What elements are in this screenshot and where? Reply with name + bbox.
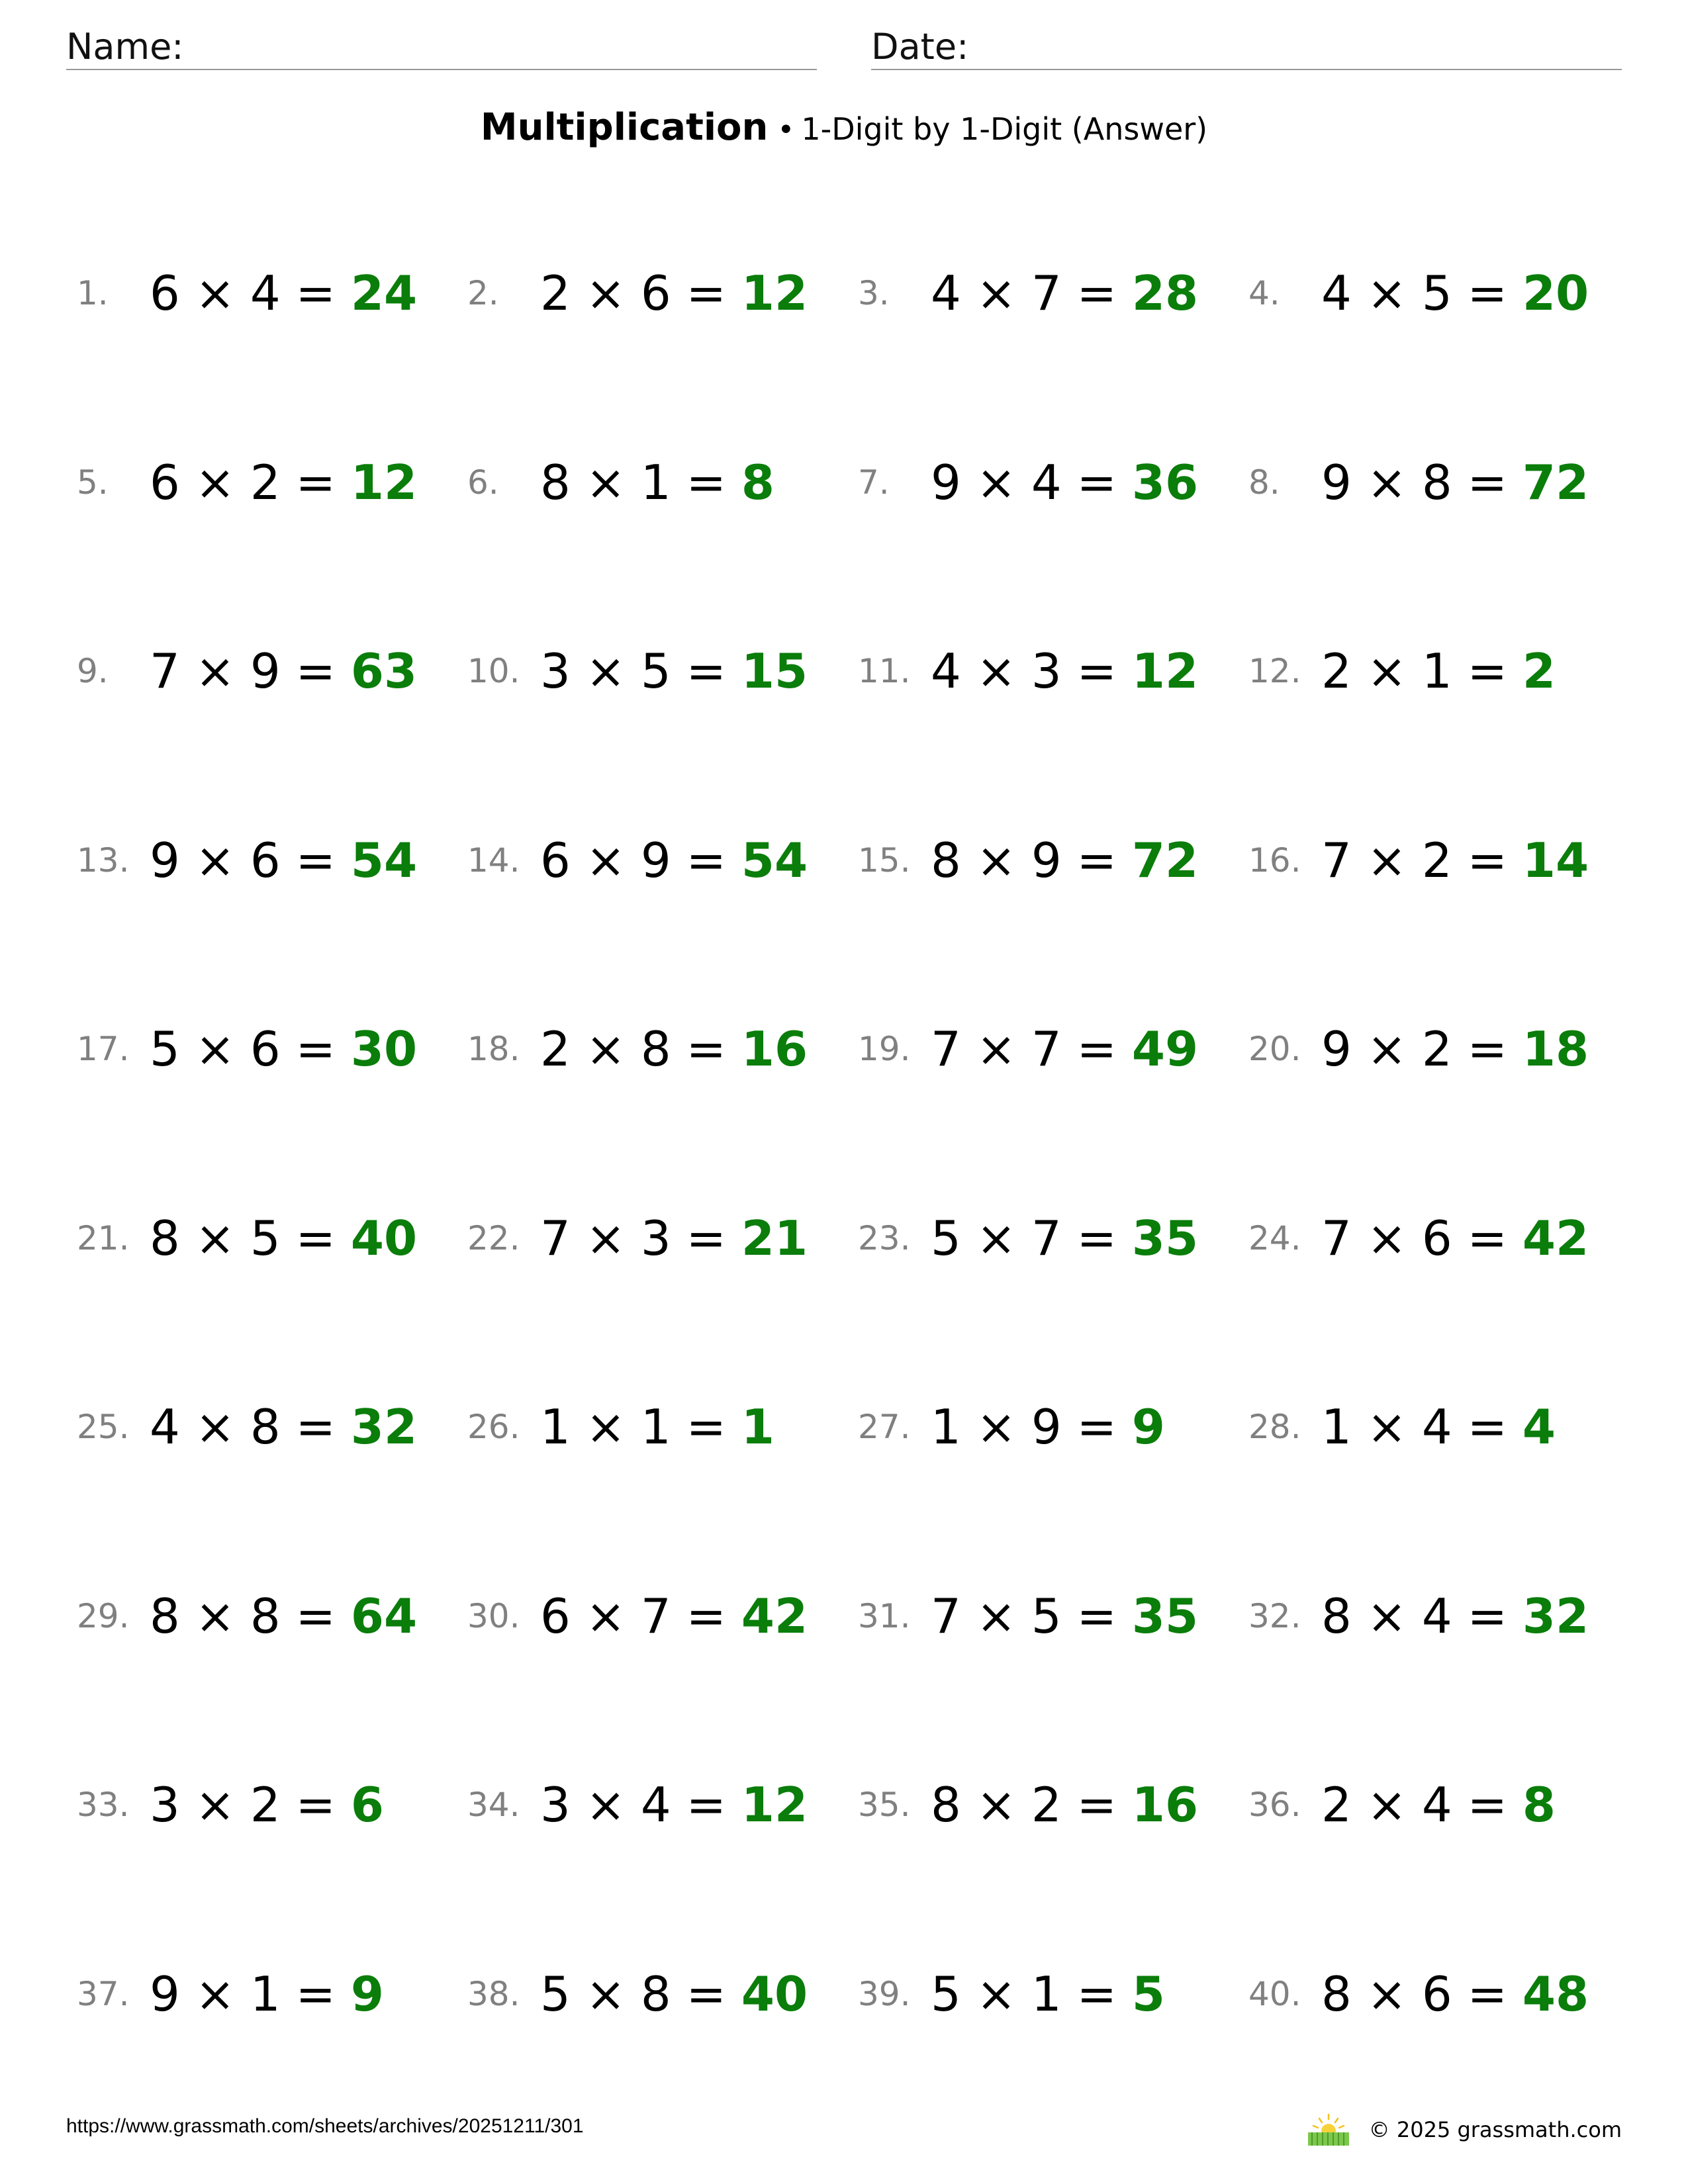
times-sign: ×: [1366, 1399, 1407, 1455]
problem-number: 18.: [467, 1030, 520, 1068]
operand-b: 3: [1031, 643, 1062, 699]
times-sign: ×: [976, 1021, 1017, 1077]
problem-expression: [540, 1009, 808, 1089]
answer: 1: [741, 1399, 774, 1455]
equals-sign: =: [295, 265, 336, 321]
equals-sign: =: [295, 1777, 336, 1833]
problem-number: 39.: [858, 1975, 911, 2013]
answer: 42: [741, 1588, 808, 1644]
operand-a: 9: [1321, 1021, 1352, 1077]
problem-expression: [150, 1765, 384, 1844]
problem-number: 37.: [77, 1975, 130, 2013]
name-label: Name:: [66, 26, 184, 68]
equals-sign: =: [1076, 1021, 1117, 1077]
operand-a: 9: [150, 1966, 180, 2022]
problem-expression: [931, 1765, 1198, 1844]
problem-expression: [931, 1009, 1198, 1089]
equals-sign: =: [1467, 1210, 1507, 1266]
problem-expression: [1321, 1009, 1589, 1089]
equals-sign: =: [1467, 1777, 1507, 1833]
operand-b: 1: [1031, 1966, 1062, 2022]
operand-b: 9: [1031, 833, 1062, 888]
operand-a: 1: [931, 1399, 961, 1455]
problem-expression: [1321, 253, 1589, 333]
equals-sign: =: [1076, 455, 1117, 510]
answer: 32: [350, 1399, 418, 1455]
operand-a: 8: [540, 455, 571, 510]
answer: 12: [741, 265, 808, 321]
operand-b: 2: [1421, 1021, 1452, 1077]
problem-expression: [931, 443, 1198, 522]
problem-expression: [540, 253, 808, 333]
equals-sign: =: [686, 1588, 726, 1644]
equals-sign: =: [686, 643, 726, 699]
operand-b: 2: [250, 455, 281, 510]
grass-sun-logo-icon: [1305, 2113, 1352, 2147]
operand-a: 8: [150, 1588, 180, 1644]
equals-sign: =: [686, 265, 726, 321]
times-sign: ×: [585, 1777, 626, 1833]
times-sign: ×: [976, 455, 1017, 510]
problem-number: 33.: [77, 1786, 130, 1824]
problem-number: 23.: [858, 1219, 911, 1257]
operand-a: 3: [540, 1777, 571, 1833]
answer: 28: [1131, 265, 1199, 321]
equals-sign: =: [1076, 1777, 1117, 1833]
problem-number: 19.: [858, 1030, 911, 1068]
answer: 21: [741, 1210, 808, 1266]
answer: 30: [350, 1021, 418, 1077]
problem-number: 6.: [467, 463, 499, 502]
answer: 16: [1131, 1777, 1199, 1833]
operand-a: 6: [540, 1588, 571, 1644]
operand-a: 7: [150, 643, 180, 699]
operand-b: 4: [1031, 455, 1062, 510]
equals-sign: =: [1076, 643, 1117, 699]
operand-b: 4: [1421, 1399, 1452, 1455]
problem-expression: [150, 1576, 417, 1656]
answer: 35: [1131, 1210, 1199, 1266]
equals-sign: =: [686, 455, 726, 510]
problem-expression: [150, 1199, 417, 1278]
problem-expression: [1321, 443, 1589, 522]
answer: 20: [1522, 265, 1589, 321]
problem-expression: [931, 1387, 1165, 1467]
answer: 5: [1131, 1966, 1165, 2022]
equals-sign: =: [295, 1210, 336, 1266]
times-sign: ×: [1366, 1588, 1407, 1644]
operand-a: 2: [1321, 1777, 1352, 1833]
answer: 12: [1131, 643, 1199, 699]
times-sign: ×: [976, 833, 1017, 888]
equals-sign: =: [295, 833, 336, 888]
problem-number: 22.: [467, 1219, 520, 1257]
operand-a: 3: [540, 643, 571, 699]
times-sign: ×: [195, 643, 236, 699]
operand-b: 9: [250, 643, 281, 699]
problem-number: 2.: [467, 274, 499, 312]
equals-sign: =: [686, 1021, 726, 1077]
operand-b: 1: [250, 1966, 281, 2022]
problem-number: 8.: [1248, 463, 1280, 502]
problem-number: 12.: [1248, 652, 1301, 690]
operand-a: 2: [540, 265, 571, 321]
operand-b: 7: [1031, 1021, 1062, 1077]
answer: 15: [741, 643, 808, 699]
problem-expression: [931, 821, 1198, 900]
times-sign: ×: [585, 265, 626, 321]
operand-b: 3: [640, 1210, 671, 1266]
date-label: Date:: [871, 26, 969, 68]
answer: 8: [741, 455, 774, 510]
equals-sign: =: [1076, 833, 1117, 888]
operand-b: 2: [1421, 833, 1452, 888]
times-sign: ×: [585, 455, 626, 510]
operand-b: 8: [640, 1966, 671, 2022]
answer: 64: [350, 1588, 418, 1644]
operand-b: 6: [640, 265, 671, 321]
equals-sign: =: [1467, 1021, 1507, 1077]
operand-a: 8: [1321, 1588, 1352, 1644]
answer: 32: [1522, 1588, 1589, 1644]
title-main: Multiplication: [480, 106, 769, 149]
operand-a: 8: [150, 1210, 180, 1266]
answer: 54: [741, 833, 808, 888]
footer-copyright-block: [1305, 2113, 1622, 2147]
operand-a: 6: [540, 833, 571, 888]
answer: 8: [1522, 1777, 1556, 1833]
problem-expression: [1321, 1199, 1589, 1278]
problem-number: 26.: [467, 1408, 520, 1446]
answer: 40: [741, 1966, 808, 2022]
times-sign: ×: [1366, 265, 1407, 321]
operand-a: 7: [540, 1210, 571, 1266]
operand-b: 8: [1421, 455, 1452, 510]
equals-sign: =: [295, 1021, 336, 1077]
equals-sign: =: [1467, 1399, 1507, 1455]
problem-expression: [150, 631, 417, 711]
answer: 16: [741, 1021, 808, 1077]
operand-b: 8: [250, 1588, 281, 1644]
equals-sign: =: [295, 455, 336, 510]
times-sign: ×: [1366, 455, 1407, 510]
times-sign: ×: [195, 1966, 236, 2022]
operand-a: 2: [540, 1021, 571, 1077]
answer: 18: [1522, 1021, 1589, 1077]
problem-expression: [540, 631, 808, 711]
times-sign: ×: [585, 1966, 626, 2022]
problem-number: 7.: [858, 463, 890, 502]
answer: 24: [350, 265, 418, 321]
operand-a: 4: [931, 643, 961, 699]
operand-b: 8: [250, 1399, 281, 1455]
answer: 9: [1131, 1399, 1165, 1455]
operand-b: 5: [1421, 265, 1452, 321]
title-bullet: •: [777, 113, 795, 147]
times-sign: ×: [1366, 833, 1407, 888]
equals-sign: =: [1076, 265, 1117, 321]
operand-a: 8: [1321, 1966, 1352, 2022]
problem-number: 25.: [77, 1408, 130, 1446]
operand-b: 4: [1421, 1588, 1452, 1644]
answer: 54: [350, 833, 418, 888]
equals-sign: =: [686, 1210, 726, 1266]
answer: 40: [350, 1210, 418, 1266]
operand-a: 7: [1321, 833, 1352, 888]
problem-expression: [150, 1954, 384, 2034]
times-sign: ×: [976, 1777, 1017, 1833]
problem-number: 28.: [1248, 1408, 1301, 1446]
problem-expression: [540, 821, 808, 900]
equals-sign: =: [686, 833, 726, 888]
operand-b: 6: [1421, 1966, 1452, 2022]
problem-expression: [150, 1009, 417, 1089]
operand-b: 8: [640, 1021, 671, 1077]
problem-expression: [150, 253, 417, 333]
answer: 72: [1131, 833, 1199, 888]
times-sign: ×: [1366, 1966, 1407, 2022]
problem-number: 16.: [1248, 841, 1301, 880]
problem-number: 3.: [858, 274, 890, 312]
equals-sign: =: [686, 1777, 726, 1833]
problem-expression: [1321, 1954, 1589, 2034]
problem-expression: [540, 1387, 774, 1467]
equals-sign: =: [686, 1966, 726, 2022]
problem-expression: [540, 1576, 808, 1656]
problem-number: 5.: [77, 463, 109, 502]
times-sign: ×: [585, 1210, 626, 1266]
operand-a: 5: [931, 1210, 961, 1266]
operand-b: 2: [250, 1777, 281, 1833]
times-sign: ×: [1366, 1210, 1407, 1266]
answer: 63: [350, 643, 418, 699]
times-sign: ×: [195, 1210, 236, 1266]
times-sign: ×: [195, 1777, 236, 1833]
answer: 36: [1131, 455, 1199, 510]
problem-number: 24.: [1248, 1219, 1301, 1257]
equals-sign: =: [295, 1399, 336, 1455]
answer: 48: [1522, 1966, 1589, 2022]
times-sign: ×: [976, 1966, 1017, 2022]
problem-number: 21.: [77, 1219, 130, 1257]
times-sign: ×: [976, 1588, 1017, 1644]
answer: 9: [350, 1966, 384, 2022]
equals-sign: =: [1076, 1966, 1117, 2022]
answer: 72: [1522, 455, 1589, 510]
problem-expression: [931, 1954, 1165, 2034]
times-sign: ×: [195, 265, 236, 321]
operand-b: 4: [1421, 1777, 1452, 1833]
times-sign: ×: [195, 455, 236, 510]
times-sign: ×: [1366, 1777, 1407, 1833]
problem-number: 11.: [858, 652, 911, 690]
problem-expression: [540, 1199, 808, 1278]
answer: 12: [350, 455, 418, 510]
answer: 2: [1522, 643, 1556, 699]
operand-a: 4: [1321, 265, 1352, 321]
equals-sign: =: [686, 1399, 726, 1455]
operand-a: 2: [1321, 643, 1352, 699]
problem-number: 30.: [467, 1597, 520, 1635]
answer: 42: [1522, 1210, 1589, 1266]
problem-number: 27.: [858, 1408, 911, 1446]
operand-b: 5: [250, 1210, 281, 1266]
answer: 35: [1131, 1588, 1199, 1644]
operand-b: 9: [1031, 1399, 1062, 1455]
date-field[interactable]: [871, 25, 1622, 70]
operand-a: 5: [150, 1021, 180, 1077]
operand-a: 5: [931, 1966, 961, 2022]
operand-b: 2: [1031, 1777, 1062, 1833]
times-sign: ×: [1366, 643, 1407, 699]
problem-number: 32.: [1248, 1597, 1301, 1635]
problem-expression: [931, 1199, 1198, 1278]
problem-expression: [931, 1576, 1198, 1656]
equals-sign: =: [295, 643, 336, 699]
operand-a: 7: [931, 1021, 961, 1077]
problem-number: 17.: [77, 1030, 130, 1068]
times-sign: ×: [195, 1021, 236, 1077]
problem-expression: [150, 821, 417, 900]
times-sign: ×: [976, 265, 1017, 321]
problem-number: 13.: [77, 841, 130, 880]
operand-b: 1: [1421, 643, 1452, 699]
problem-number: 40.: [1248, 1975, 1301, 2013]
equals-sign: =: [295, 1588, 336, 1644]
equals-sign: =: [1467, 455, 1507, 510]
operand-b: 7: [1031, 1210, 1062, 1266]
operand-b: 6: [250, 1021, 281, 1077]
operand-b: 7: [640, 1588, 671, 1644]
operand-a: 9: [150, 833, 180, 888]
worksheet-title: [0, 106, 1688, 149]
problem-number: 4.: [1248, 274, 1280, 312]
operand-a: 7: [1321, 1210, 1352, 1266]
problem-expression: [540, 443, 774, 522]
problem-number: 31.: [858, 1597, 911, 1635]
answer: 4: [1522, 1399, 1556, 1455]
problem-number: 36.: [1248, 1786, 1301, 1824]
operand-b: 5: [1031, 1588, 1062, 1644]
operand-b: 6: [250, 833, 281, 888]
problem-number: 34.: [467, 1786, 520, 1824]
operand-a: 5: [540, 1966, 571, 2022]
answer: 12: [741, 1777, 808, 1833]
problem-expression: [540, 1765, 808, 1844]
times-sign: ×: [195, 1588, 236, 1644]
operand-b: 1: [640, 455, 671, 510]
times-sign: ×: [585, 1399, 626, 1455]
operand-a: 3: [150, 1777, 180, 1833]
problem-expression: [1321, 821, 1589, 900]
operand-a: 8: [931, 833, 961, 888]
problem-number: 29.: [77, 1597, 130, 1635]
operand-a: 9: [931, 455, 961, 510]
operand-b: 4: [250, 265, 281, 321]
operand-b: 4: [640, 1777, 671, 1833]
footer-url: https://www.grassmath.com/sheets/archives/20251211/301: [66, 2115, 584, 2137]
operand-a: 1: [1321, 1399, 1352, 1455]
problem-number: 14.: [467, 841, 520, 880]
operand-a: 4: [931, 265, 961, 321]
problem-expression: [150, 1387, 417, 1467]
problem-expression: [931, 253, 1198, 333]
problem-expression: [931, 631, 1198, 711]
times-sign: ×: [195, 1399, 236, 1455]
times-sign: ×: [195, 833, 236, 888]
times-sign: ×: [976, 1210, 1017, 1266]
operand-b: 1: [640, 1399, 671, 1455]
equals-sign: =: [1467, 265, 1507, 321]
problem-number: 10.: [467, 652, 520, 690]
operand-a: 7: [931, 1588, 961, 1644]
problem-number: 35.: [858, 1786, 911, 1824]
operand-a: 6: [150, 265, 180, 321]
equals-sign: =: [1076, 1399, 1117, 1455]
equals-sign: =: [1467, 643, 1507, 699]
name-field[interactable]: [66, 25, 817, 70]
problem-number: 38.: [467, 1975, 520, 2013]
answer: 49: [1131, 1021, 1199, 1077]
equals-sign: =: [295, 1966, 336, 2022]
times-sign: ×: [1366, 1021, 1407, 1077]
answer: 6: [350, 1777, 384, 1833]
operand-a: 1: [540, 1399, 571, 1455]
operand-a: 4: [150, 1399, 180, 1455]
footer-copyright: © 2025 grassmath.com: [1368, 2117, 1622, 2142]
times-sign: ×: [585, 1021, 626, 1077]
times-sign: ×: [976, 1399, 1017, 1455]
times-sign: ×: [585, 643, 626, 699]
problem-expression: [1321, 631, 1556, 711]
operand-a: 9: [1321, 455, 1352, 510]
problem-expression: [150, 443, 417, 522]
operand-b: 5: [640, 643, 671, 699]
equals-sign: =: [1076, 1210, 1117, 1266]
problem-expression: [1321, 1765, 1556, 1844]
equals-sign: =: [1076, 1588, 1117, 1644]
operand-b: 7: [1031, 265, 1062, 321]
times-sign: ×: [585, 833, 626, 888]
problem-number: 15.: [858, 841, 911, 880]
times-sign: ×: [585, 1588, 626, 1644]
problem-expression: [1321, 1576, 1589, 1656]
problem-expression: [1321, 1387, 1556, 1467]
operand-a: 8: [931, 1777, 961, 1833]
title-subtitle: 1-Digit by 1-Digit (Answer): [801, 111, 1208, 147]
problem-number: 9.: [77, 652, 109, 690]
operand-a: 6: [150, 455, 180, 510]
answer: 14: [1522, 833, 1589, 888]
equals-sign: =: [1467, 1588, 1507, 1644]
operand-b: 9: [640, 833, 671, 888]
problem-expression: [540, 1954, 808, 2034]
equals-sign: =: [1467, 1966, 1507, 2022]
problem-number: 20.: [1248, 1030, 1301, 1068]
problem-number: 1.: [77, 274, 109, 312]
equals-sign: =: [1467, 833, 1507, 888]
operand-b: 6: [1421, 1210, 1452, 1266]
times-sign: ×: [976, 643, 1017, 699]
